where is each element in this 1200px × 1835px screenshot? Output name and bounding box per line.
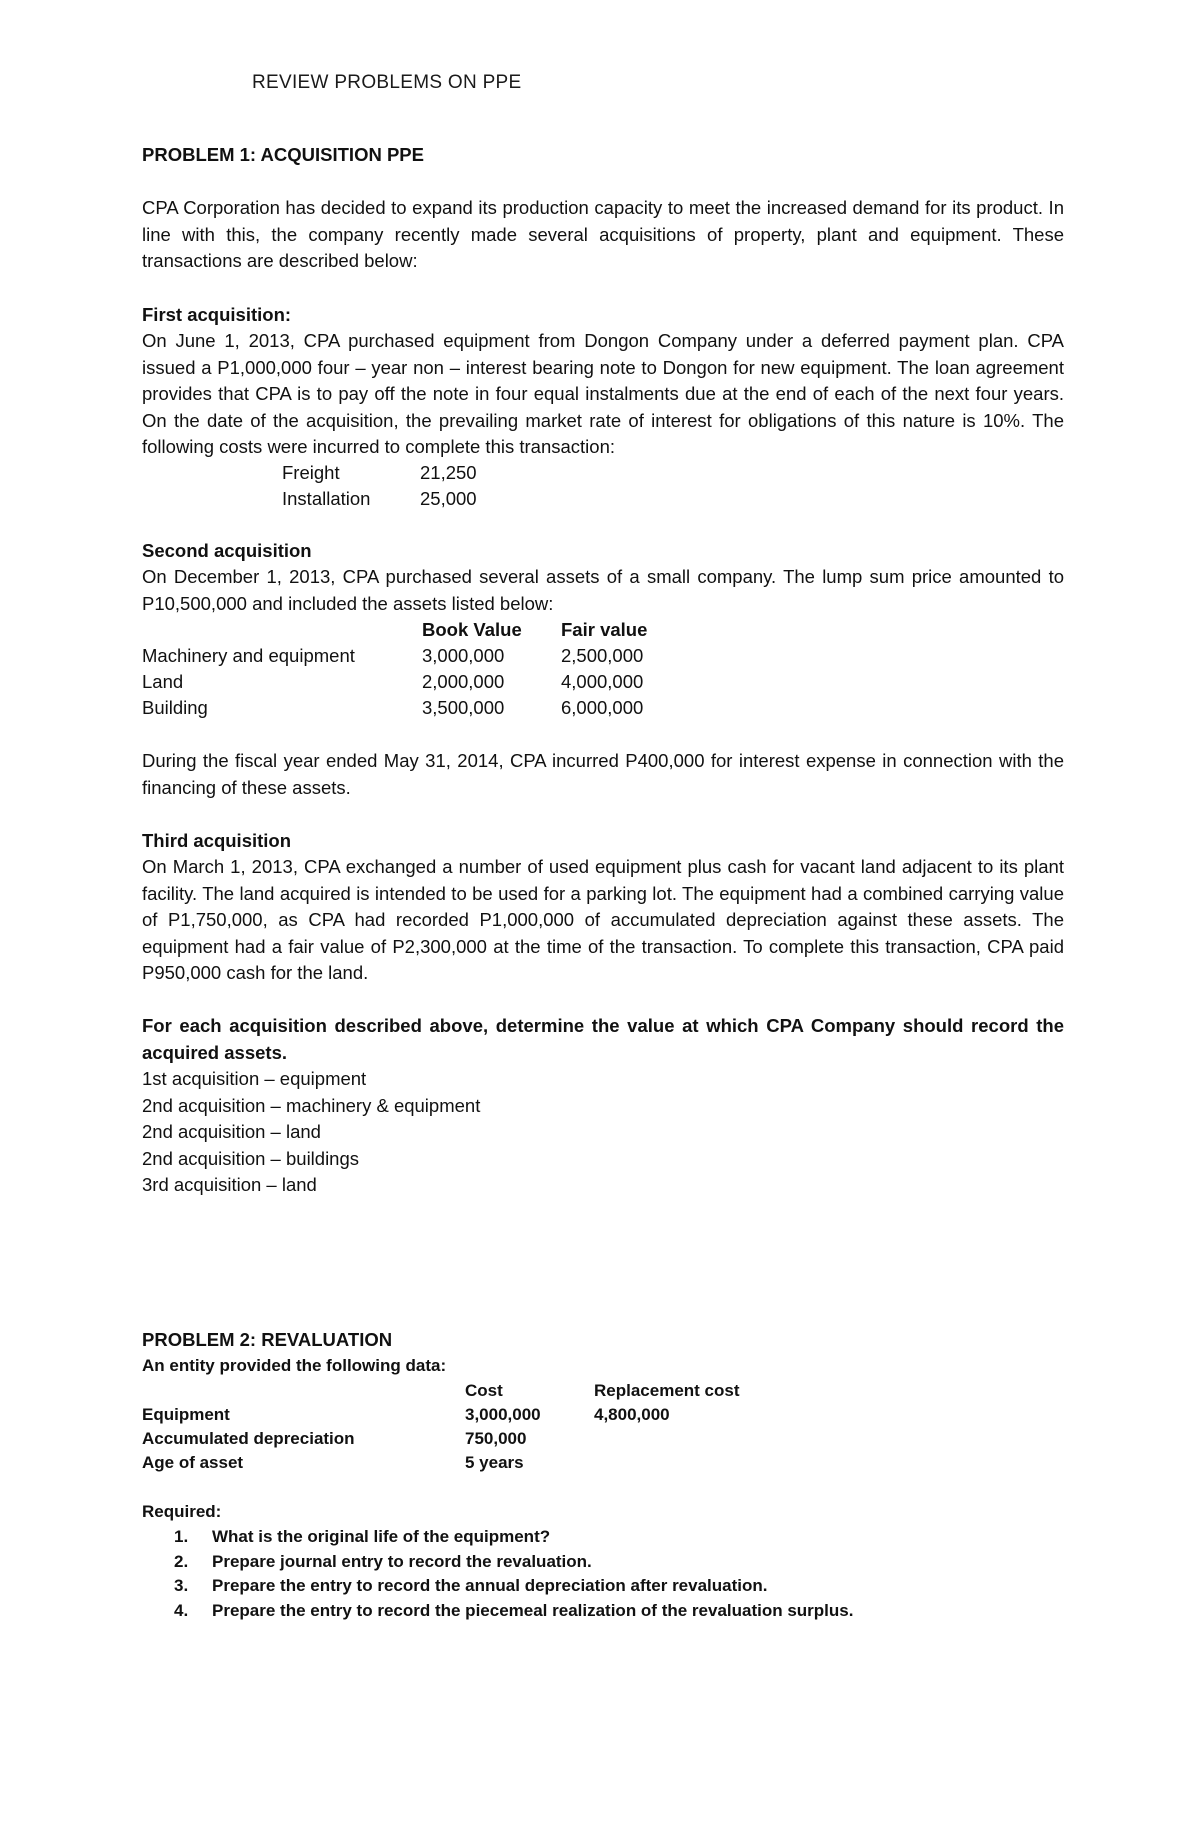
- cost-value: 750,000: [465, 1429, 527, 1448]
- list-item: 2nd acquisition – land: [142, 1121, 321, 1142]
- list-item: [142, 1549, 1064, 1574]
- replacement-value: 4,800,000: [594, 1405, 670, 1424]
- item-number: 3.: [174, 1576, 189, 1595]
- fair-value: 4,000,000: [561, 671, 644, 692]
- acquisition-list: [142, 1066, 1064, 1199]
- asset-name: Land: [142, 671, 184, 692]
- problem1-intro: CPA Corporation has decided to expand its production capacity to meet the increased demand for its product. In line with this, the company recently made several acquisitions of property, plant and equipment. These transactions are described below:: [142, 197, 1064, 271]
- list-item: [142, 1573, 1064, 1598]
- fair-value: 6,000,000: [561, 697, 644, 718]
- problem2-intro: An entity provided the following data:: [142, 1356, 447, 1375]
- problem2-heading: PROBLEM 2: REVALUATION: [142, 1329, 393, 1350]
- book-value: 3,000,000: [422, 645, 505, 666]
- col-replacement-cost: Replacement cost: [594, 1381, 740, 1400]
- book-value: 2,000,000: [422, 671, 505, 692]
- col-book-value: Book Value: [422, 619, 522, 640]
- item-text: Prepare the entry to record the annual depreciation after revaluation.: [212, 1576, 768, 1595]
- row-label: Equipment: [142, 1405, 230, 1424]
- third-acquisition-text: On March 1, 2013, CPA exchanged a number of used equipment plus cash for vacant land adjacent to its plant facility. The land acquired is intended to be used for a parking lot. The equipment had a combined carrying value of P1,750,000, as CPA had recorded P1,000,000 of accumulated depreciation against these assets. The equipment had a fair value of P2,300,000 at the time of the transaction. To complete this transaction, CPA paid P950,000 cash for the land.: [142, 856, 1064, 983]
- cost-value: 5 years: [465, 1453, 524, 1472]
- required-list: [142, 1524, 1064, 1622]
- first-acquisition-heading: First acquisition:: [142, 304, 292, 325]
- asset-name: Machinery and equipment: [142, 645, 355, 666]
- list-item: [142, 1524, 1064, 1549]
- third-acquisition-heading: Third acquisition: [142, 830, 292, 851]
- cost-label: Freight: [282, 462, 340, 483]
- second-acquisition-text: On December 1, 2013, CPA purchased several assets of a small company. The lump sum price amounted to P10,500,000 and included the assets listed below:: [142, 566, 1064, 614]
- second-acquisition-heading: Second acquisition: [142, 540, 312, 561]
- cost-label: Installation: [282, 488, 371, 509]
- document-title: REVIEW PROBLEMS ON PPE: [252, 72, 522, 93]
- list-item: 1st acquisition – equipment: [142, 1068, 367, 1089]
- item-number: 2.: [174, 1551, 189, 1571]
- cost-amount: 25,000: [420, 488, 477, 509]
- cost-value: 3,000,000: [465, 1405, 541, 1424]
- item-number: 4.: [174, 1600, 189, 1620]
- row-label: Accumulated depreciation: [142, 1429, 355, 1448]
- book-value: 3,500,000: [422, 697, 505, 718]
- item-text: What is the original life of the equipment?: [212, 1527, 551, 1546]
- problem1-heading: PROBLEM 1: ACQUISITION PPE: [142, 144, 424, 165]
- second-acquisition-note: During the fiscal year ended May 31, 2014, CPA incurred P400,000 for interest expense in connection with the financing of these assets.: [142, 750, 1064, 798]
- item-text: Prepare journal entry to record the revaluation.: [212, 1551, 592, 1571]
- item-number: 1.: [174, 1527, 189, 1546]
- item-text: Prepare the entry to record the piecemeal realization of the revaluation surplus.: [212, 1600, 854, 1620]
- cost-amount: 21,250: [420, 462, 477, 483]
- list-item: [142, 1598, 1064, 1623]
- list-item: 2nd acquisition – buildings: [142, 1147, 360, 1169]
- col-cost: Cost: [465, 1381, 503, 1400]
- asset-name: Building: [142, 697, 208, 718]
- row-label: Age of asset: [142, 1453, 244, 1472]
- col-fair-value: Fair value: [561, 619, 648, 640]
- list-item: 2nd acquisition – machinery & equipment: [142, 1094, 481, 1116]
- problem1-instruction: For each acquisition described above, determine the value at which CPA Company should record the acquired assets.: [142, 1015, 1064, 1063]
- first-acquisition-text: On June 1, 2013, CPA purchased equipment from Dongon Company under a deferred payment plan. CPA issued a P1,000,000 four – year non – interest bearing note to Dongon for new equipment. The loan agreement provides that CPA is to pay off the note in four equal instalments due at the end of each of the next four years. On the date of the acquisition, the prevailing market rate of interest for obligations of this nature is 10%. The following costs were incurred to complete this transaction:: [142, 330, 1064, 457]
- fair-value: 2,500,000: [561, 645, 644, 666]
- list-item: 3rd acquisition – land: [142, 1174, 317, 1195]
- required-label: Required:: [142, 1502, 222, 1521]
